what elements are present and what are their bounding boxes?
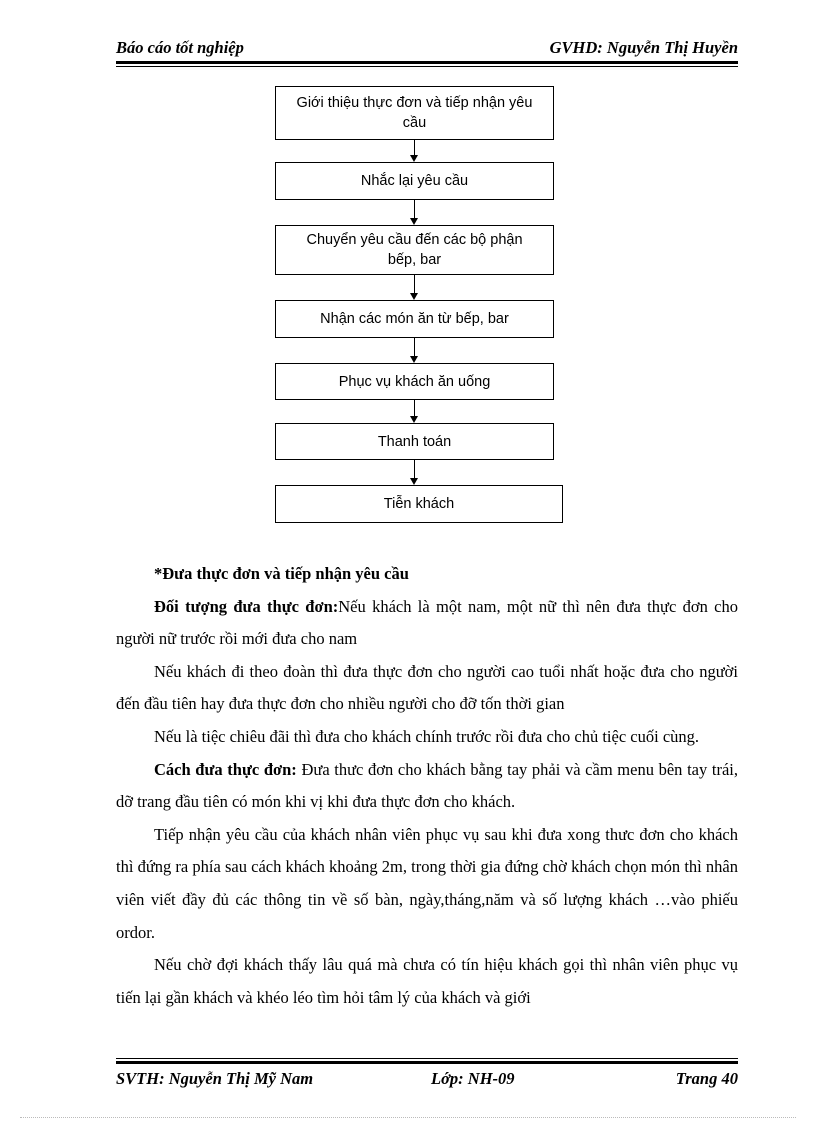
flow-step-3: Chuyển yêu cầu đến các bộ phận bếp, bar — [275, 225, 554, 275]
section-heading: *Đưa thực đơn và tiếp nhận yêu cầu — [154, 564, 409, 583]
page-footer — [116, 1069, 738, 1093]
arrow-down-icon — [410, 416, 418, 423]
report-title: Báo cáo tốt nghiệp — [116, 38, 244, 57]
arrow-down-icon — [410, 293, 418, 300]
flow-connector — [414, 275, 415, 293]
flow-connector — [414, 460, 415, 478]
paragraph-take-order: Tiếp nhận yêu cầu của khách nhân viên phục vụ sau khi đưa xong thưc đơn cho khách thì đứng ra phía sau cách khách khoảng 2m, trong thời gia đứng chờ khách chọn món thì nhân viên viết đầy đủ các thông tin về số bàn, ngày,tháng,năm và số lượng khách …vào phiếu ordor. — [116, 824, 738, 942]
footer-rule-thin — [116, 1058, 738, 1059]
flow-step-2: Nhắc lại yêu cầu — [275, 162, 554, 200]
arrow-down-icon — [410, 478, 418, 485]
flow-connector — [414, 400, 415, 416]
footer-rule-thick — [116, 1061, 738, 1064]
page-header — [116, 38, 738, 62]
flow-connector — [414, 200, 415, 218]
paragraph-group-guests: Nếu khách đi theo đoàn thì đưa thực đơn cho người cao tuổi nhất hoặc đưa cho người đến đầu tiên hay đưa thực đơn cho nhiều người cho đỡ tốn thời gian — [116, 661, 738, 714]
header-rule-thick — [116, 61, 738, 64]
paragraph-label: Đối tượng đưa thực đơn: — [154, 596, 339, 616]
paragraph-label: Cách đưa thực đơn: — [154, 759, 297, 779]
advisor-name: GVHD: Nguyễn Thị Huyền — [549, 38, 738, 57]
student-name: SVTH: Nguyễn Thị Mỹ Nam — [116, 1069, 314, 1088]
flow-step-4: Nhận các món ăn từ bếp, bar — [275, 300, 554, 338]
paragraph-menu-method: Cách đưa thực đơn: Đưa thưc đơn cho khách bằng tay phải và cầm menu bên tay trái, dỡ trang đầu tiên có món khi vị khi đưa thực đơn cho khách. — [116, 759, 738, 812]
paragraph-banquet: Nếu là tiệc chiêu đãi thì đưa cho khách chính trước rồi đưa cho chủ tiệc cuối cùng. — [154, 726, 700, 746]
paragraph-menu-recipient: Đối tượng đưa thực đơn:Nếu khách là một nam, một nữ thì nên đưa thực đơn cho người nữ trước rồi mới đưa cho nam — [116, 596, 738, 649]
flow-step-5: Phục vụ khách ăn uống — [275, 363, 554, 400]
flow-connector — [414, 140, 415, 155]
arrow-down-icon — [410, 218, 418, 225]
page-edge — [20, 1117, 796, 1118]
page-number: Trang 40 — [675, 1069, 738, 1088]
flow-step-1: Giới thiệu thực đơn và tiếp nhận yêu cầu — [275, 86, 554, 140]
class-code: Lớp: NH-09 — [431, 1069, 515, 1088]
paragraph-waiting: Nếu chờ đợi khách thấy lâu quá mà chưa có tín hiệu khách gọi thì nhân viên phục vụ tiến lại gần khách và khéo léo tìm hỏi tâm lý của khách và giới — [116, 955, 738, 1007]
arrow-down-icon — [410, 155, 418, 162]
flow-step-6: Thanh toán — [275, 423, 554, 460]
flow-connector — [414, 338, 415, 356]
header-rule-thin — [116, 66, 738, 67]
flow-step-7: Tiễn khách — [275, 485, 563, 523]
arrow-down-icon — [410, 356, 418, 363]
body-text — [116, 558, 738, 1014]
